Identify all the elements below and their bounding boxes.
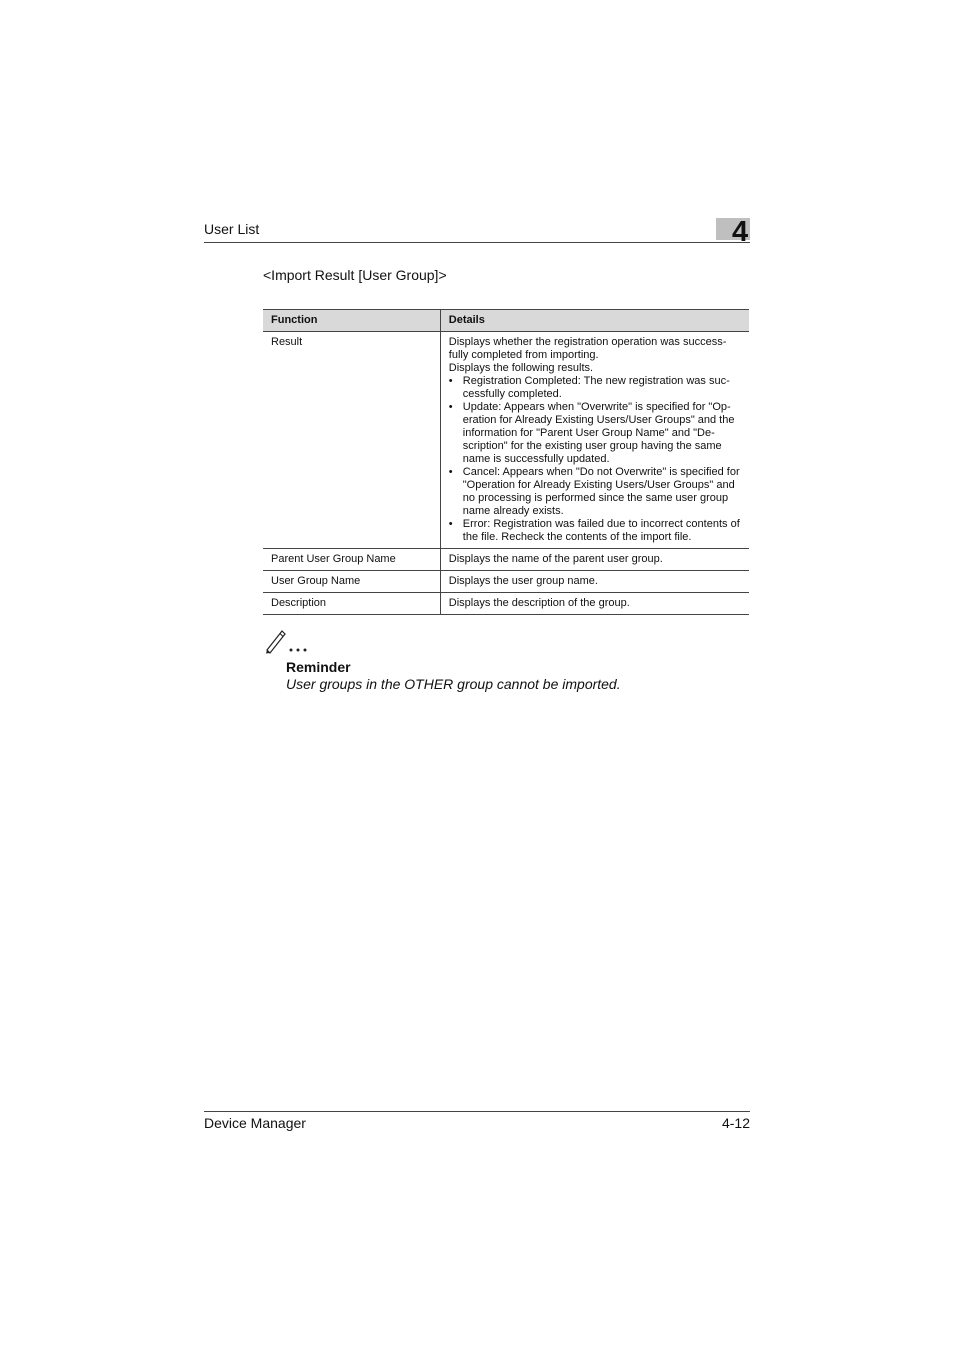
function-cell: User Group Name <box>263 571 440 593</box>
details-cell: Displays the name of the parent user group. <box>440 549 749 571</box>
column-header-details: Details <box>440 310 749 332</box>
function-table <box>263 309 749 615</box>
details-cell: Displays the description of the group. <box>440 593 749 615</box>
function-cell: Description <box>263 593 440 615</box>
details-bullet-list <box>449 375 741 544</box>
details-paragraph: Displays the following results. <box>448 362 594 374</box>
list-item: • Cancel: Appears when "Do not Overwrite" is specified for "Operation for Already Existing Users/User Groups" and no processing is performed since the same user group name already exists. <box>449 466 741 518</box>
list-item: • Registration Completed: The new registration was suc-cessfully completed. <box>449 375 741 401</box>
reminder-text: User groups in the OTHER group cannot be imported. <box>286 676 621 692</box>
details-cell <box>440 332 749 549</box>
function-cell: Result <box>263 332 440 549</box>
function-cell: Parent User Group Name <box>263 549 440 571</box>
table-row <box>263 549 749 571</box>
footer-title: Device Manager <box>204 1115 306 1131</box>
pencil-note-icon <box>264 626 312 654</box>
chapter-number: 4 <box>732 216 749 248</box>
column-header-function: Function <box>263 310 440 332</box>
header-title: User List <box>204 221 260 237</box>
header-rule <box>204 242 750 243</box>
reminder-title: Reminder <box>286 659 351 675</box>
table-row <box>263 593 749 615</box>
details-cell: Displays the user group name. <box>440 571 749 593</box>
page-number: 4-12 <box>721 1115 750 1131</box>
list-item: • Error: Registration was failed due to incorrect contents of the file. Recheck the contents of the import file. <box>449 518 741 544</box>
table-row <box>263 571 749 593</box>
details-paragraph: Displays whether the registration operation was success-fully completed from importing. <box>448 336 727 361</box>
table-row <box>263 332 749 549</box>
section-title: <Import Result [User Group]> <box>263 267 447 283</box>
list-item: • Update: Appears when "Overwrite" is specified for "Op-eration for Already Existing Users/User Groups" and the information for "Parent User Group Name" and "De-scription" for the existing user group having the same name is successfully updated. <box>449 401 741 466</box>
table-header-row <box>263 310 749 332</box>
footer-rule <box>204 1111 750 1112</box>
